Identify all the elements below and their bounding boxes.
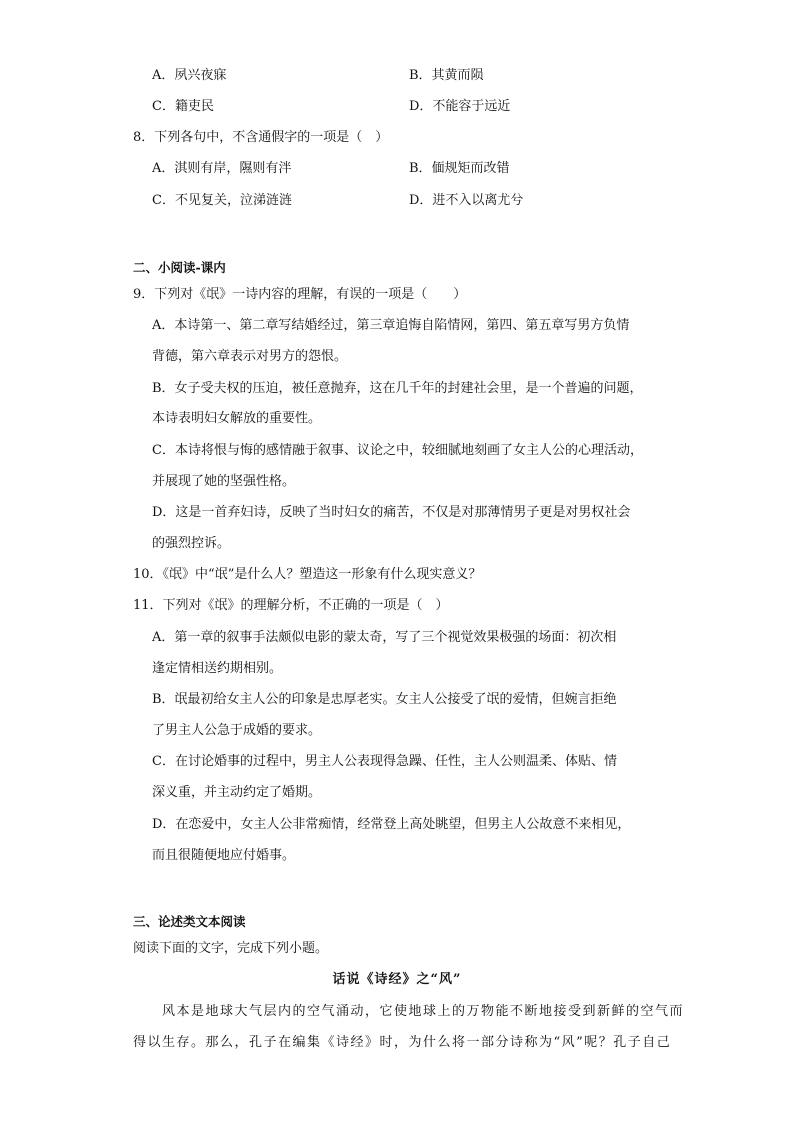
q11-option-d-line1: D．在恋爱中，女主人公非常痴情，经常登上高处眺望，但男主人公故意不来相见， [152,817,631,832]
q8-option-b: B．偭规矩而改错 [409,161,510,176]
q9-option-c-line1: C．本诗将恨与悔的感情融于叙事、议论之中，较细腻地刻画了女主人公的心理活动， [152,443,643,458]
q11-option-a-line2: 逢定情相送约期相别。 [152,661,283,676]
q9-stem: 9．下列对《氓》一诗内容的理解，有误的一项是（ ） [133,287,467,302]
q8-option-a: A．淇则有岸，隰则有泮 [152,161,292,176]
section2-heading: 二、小阅读-课内 [133,260,226,275]
q9-option-a-line2: 背德，第六章表示对男方的怨恨。 [152,349,348,364]
q8-stem: 8．下列各句中，不含通假字的一项是（ ） [133,130,389,145]
q11-stem: 11．下列对《氓》的理解分析，不正确的一项是（ ） [133,598,449,613]
section3-heading: 三、论述类文本阅读 [133,914,246,929]
article-title: 话说《诗经》之“风” [332,972,462,987]
q10-stem: 10．《氓》中“氓”是什么人？塑造这一形象有什么现实意义？ [133,567,482,582]
article-paragraph-line2: 得以生存。那么，孔子在编集《诗经》时，为什么将一部分诗称为“风”呢？孔子自己 [133,1035,672,1050]
q11-option-b-line1: B．氓最初给女主人公的印象是忠厚老实。女主人公接受了氓的爱情，但婉言拒绝 [152,692,617,707]
article-paragraph-line1: 风本是地球大气层内的空气涌动，它使地球上的万物能不断地接受到新鲜的空气而 [133,1004,685,1019]
q7-option-c: C．籍吏民 [152,99,214,114]
q7-option-b: B．其黄而陨 [409,68,484,83]
q9-option-d-line2: 的强烈控诉。 [152,536,231,551]
q9-option-c-line2: 并展现了她的坚强性格。 [152,474,296,489]
q11-option-d-line2: 而且很随便地应付婚事。 [152,848,296,863]
q8-option-c: C．不见复关，泣涕涟涟 [152,193,292,208]
q11-option-c-line2: 深义重，并主动约定了婚期。 [152,785,322,800]
q11-option-a-line1: A．第一章的叙事手法颇似电影的蒙太奇，写了三个视觉效果极强的场面：初次相 [152,630,617,645]
q9-option-d-line1: D．这是一首弃妇诗，反映了当时妇女的痛苦，不仅是对那薄情男子更是对男权社会 [152,505,631,520]
q8-option-d: D．进不入以离尤兮 [409,193,524,208]
q7-option-d: D．不能容于远近 [409,99,511,114]
q9-option-a-line1: A．本诗第一、第二章写结婚经过，第三章追悔自陷情网，第四、第五章写男方负情 [152,318,630,333]
section3-instruction: 阅读下面的文字，完成下列小题。 [133,941,329,956]
q11-option-c-line1: C．在讨论婚事的过程中，男主人公表现得急躁、任性，主人公则温柔、体贴、情 [152,754,617,769]
q9-option-b-line2: 本诗表明妇女解放的重要性。 [152,411,322,426]
q7-option-a: A．夙兴夜寐 [152,68,227,83]
q9-option-b-line1: B．女子受夫权的压迫，被任意抛弃，这在几千年的封建社会里，是一个普遍的问题， [152,381,643,396]
q11-option-b-line2: 了男主人公急于成婚的要求。 [152,723,322,738]
